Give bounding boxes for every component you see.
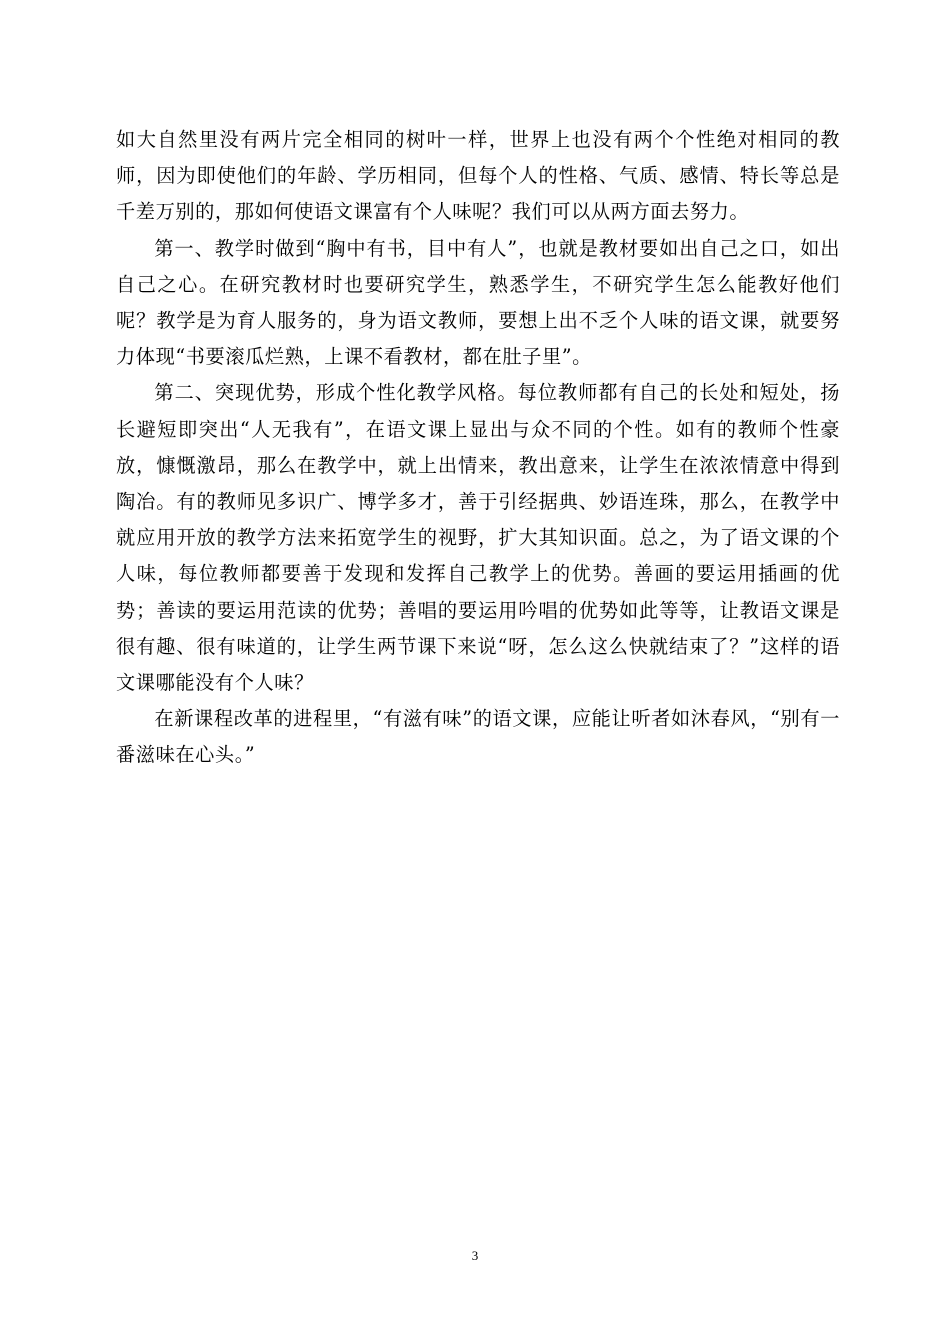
paragraph-1: 如大自然里没有两片完全相同的树叶一样，世界上也没有两个个性绝对相同的教师，因为即使他们的年龄、学历相同，但每个人的性格、气质、感情、特长等总是千差万别的，那如何使语文课富有个人味呢？我们可以从两方面去努力。 bbox=[116, 128, 840, 224]
page-number: 3 bbox=[471, 1248, 479, 1263]
body-text bbox=[116, 122, 840, 774]
paragraph-4: 在新课程改革的进程里，“有滋有味”的语文课，应能让听者如沐春风，“别有一番滋味在心头。” bbox=[116, 707, 840, 767]
paragraph-3: 第二、突现优势，形成个性化教学风格。每位教师都有自己的长处和短处，扬长避短即突出“人无我有”，在语文课上显出与众不同的个性。如有的教师个性豪放，慷慨激昂，那么在教学中，就上出情来，教出意来，让学生在浓浓情意中得到陶冶。有的教师见多识广、博学多才，善于引经据典、妙语连珠，那么，在教学中就应用开放的教学方法来拓宽学生的视野，扩大其知识面。总之，为了语文课的个人味，每位教师都要善于发现和发挥自己教学上的优势。善画的要运用插画的优势；善读的要运用范读的优势；善唱的要运用吟唱的优势如此等等，让教语文课是很有趣、很有味道的，让学生两节课下来说“呀，怎么这么快就结束了？”这样的语文课哪能没有个人味？ bbox=[116, 381, 840, 695]
paragraph-2: 第一、教学时做到“胸中有书，目中有人”，也就是教材要如出自己之口，如出自己之心。在研究教材时也要研究学生，熟悉学生，不研究学生怎么能教好他们呢？教学是为育人服务的，身为语文教师，要想上出不乏个人味的语文课，就要努力体现“书要滚瓜烂熟，上课不看教材，都在肚子里”。 bbox=[116, 236, 840, 369]
